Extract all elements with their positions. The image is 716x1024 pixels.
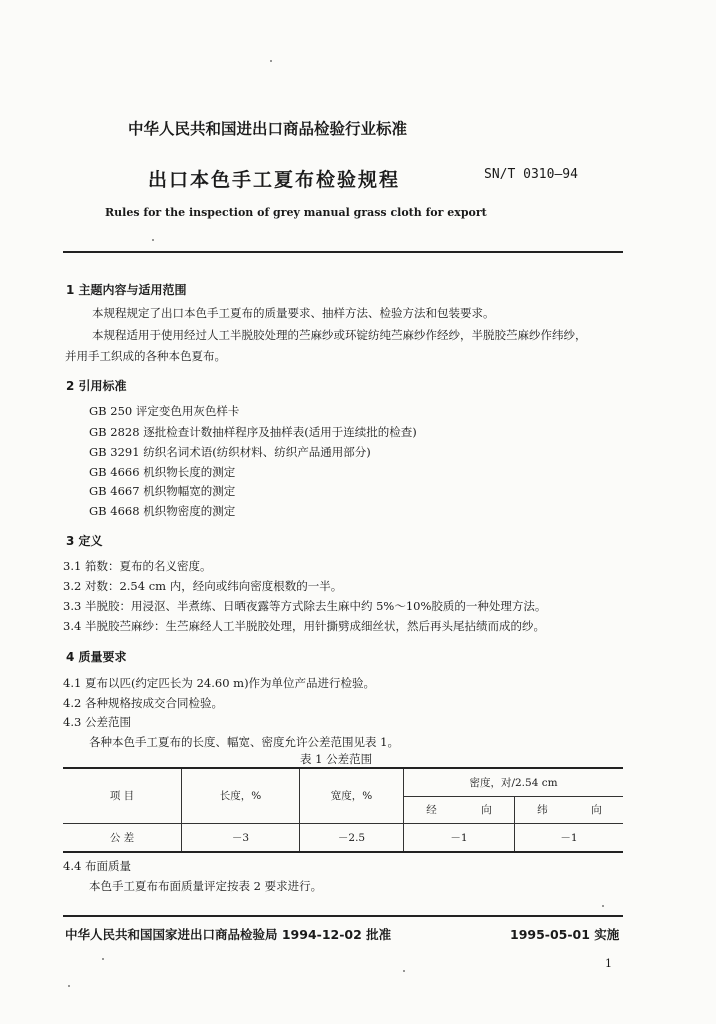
table-cell-warp: －1 [404, 823, 515, 852]
table-row-label: 公 差 [63, 823, 182, 852]
page-number: 1 [605, 957, 612, 970]
tolerance-table [63, 767, 623, 853]
reference-item: GB 4667 机织物幅宽的测定 [89, 484, 236, 498]
table-cell-weft: －1 [514, 823, 623, 852]
definition-item: 3.2 对数：2.54 cm 内，经向或纬向密度根数的一半。 [63, 579, 343, 593]
table-header-width: 宽度，% [300, 768, 404, 823]
requirement-4-4-text: 本色手工夏布布面质量评定按表 2 要求进行。 [89, 879, 323, 893]
scan-speck [403, 970, 405, 972]
effective-date: 1995-05-01 实施 [510, 927, 620, 942]
header-rule [63, 251, 623, 253]
section-1-para-1: 本规程规定了出口本色手工夏布的质量要求、抽样方法、检验方法和包装要求。 [92, 306, 495, 320]
table-header-length: 长度，% [182, 768, 300, 823]
table-cell-length: －3 [182, 823, 300, 852]
table-caption: 表 1 公差范围 [300, 752, 373, 766]
reference-item: GB 3291 纺织名词术语(纺织材料、纺织产品通用部分) [89, 445, 371, 459]
issuer-approval: 中华人民共和国国家进出口商品检验局 1994-12-02 批准 [65, 927, 392, 942]
table-cell-width: －2.5 [300, 823, 404, 852]
table-header-weft-a: 纬 [514, 796, 569, 823]
reference-item: GB 250 评定变色用灰色样卡 [89, 404, 240, 418]
section-1-heading: 1 主题内容与适用范围 [66, 283, 187, 297]
definition-item: 3.3 半脱胶：用浸沤、半煮练、日晒夜露等方式除去生麻中约 5%～10%胶质的一种处理方法。 [63, 599, 547, 613]
requirement-4-3: 4.3 公差范围 [63, 715, 131, 729]
scan-speck [270, 60, 272, 62]
section-1-para-2-cont: 并用手工织成的各种本色夏布。 [65, 349, 226, 363]
scan-speck [602, 905, 604, 907]
definition-item: 3.4 半脱胶苎麻纱：生苎麻经人工半脱胶处理，用针撕劈成细丝状，然后再头尾拈绩而成的纱。 [63, 619, 545, 633]
section-2-heading: 2 引用标准 [66, 379, 127, 393]
scan-speck [68, 985, 70, 987]
section-3-heading: 3 定义 [66, 534, 103, 548]
table-header-warp-b: 向 [459, 796, 514, 823]
standard-org-title: 中华人民共和国进出口商品检验行业标准 [128, 120, 408, 138]
table-header-density: 密度，对/2.54 cm [404, 768, 624, 796]
english-title: Rules for the inspection of grey manual grass cloth for export [105, 206, 487, 219]
definition-item: 3.1 筘数：夏布的名义密度。 [63, 559, 212, 573]
section-4-heading: 4 质量要求 [66, 650, 127, 664]
reference-item: GB 4668 机织物密度的测定 [89, 504, 236, 518]
document-title: 出口本色手工夏布检验规程 [148, 169, 401, 191]
table-header-warp-a: 经 [404, 796, 459, 823]
reference-item: GB 2828 逐批检查计数抽样程序及抽样表(适用于连续批的检查) [89, 425, 417, 439]
scan-speck [102, 958, 104, 960]
requirement-4-4: 4.4 布面质量 [63, 859, 131, 873]
requirement-4-1: 4.1 夏布以匹(约定匹长为 24.60 m)作为单位产品进行检验。 [63, 676, 376, 690]
standard-code: SN/T 0310—94 [484, 167, 578, 182]
table-header-item: 项 目 [63, 768, 182, 823]
requirement-4-2: 4.2 各种规格按成交合同检验。 [63, 696, 223, 710]
section-1-para-2: 本规程适用于使用经过人工半脱胶处理的苎麻纱或环锭纺纯苎麻纱作经纱，半脱胶苎麻纱作纬纱， [92, 328, 587, 342]
scan-speck [152, 239, 154, 241]
table-header-weft-b: 向 [570, 796, 623, 823]
requirement-4-3-text: 各种本色手工夏布的长度、幅宽、密度允许公差范围见表 1。 [89, 735, 399, 749]
reference-item: GB 4666 机织物长度的测定 [89, 465, 236, 479]
footer-rule [63, 915, 623, 917]
